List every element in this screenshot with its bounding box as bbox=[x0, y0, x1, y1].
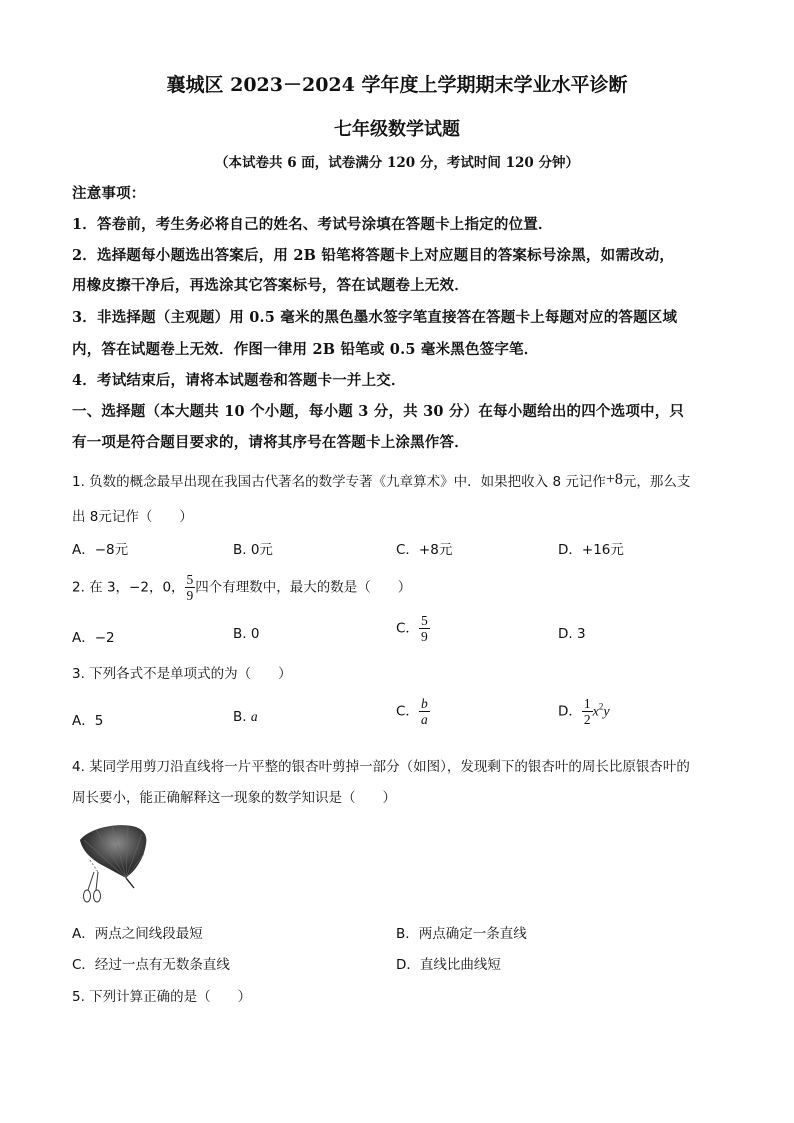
question-5-stem: 5. 下列计算正确的是（ ） bbox=[72, 989, 252, 1005]
exam-info: （本试卷共 6 面，试卷满分 120 分，考试时间 120 分钟） bbox=[215, 155, 579, 171]
question-2-option-d[interactable]: D. 3 bbox=[558, 626, 586, 642]
exam-title: 襄城区 2023－2024 学年度上学期期末学业水平诊断 bbox=[166, 74, 628, 96]
question-4-option-a[interactable]: A．两点之间线段最短 bbox=[72, 926, 203, 942]
question-3-option-a[interactable]: A．5 bbox=[72, 713, 104, 729]
question-2-option-c-fraction: $\frac{5}{9}$ bbox=[420, 613, 428, 644]
question-4-option-c[interactable]: C．经过一点有无数条直线 bbox=[72, 957, 230, 973]
question-2-text-a: 2. 在 3，−2，0， bbox=[72, 579, 185, 596]
question-1-option-c[interactable]: C．+8元 bbox=[396, 542, 453, 558]
ginkgo-leaf-figure bbox=[70, 820, 152, 908]
question-3-option-c[interactable]: C． $\frac{b}{a}$ bbox=[396, 696, 428, 727]
notes-heading: 注意事项： bbox=[72, 185, 146, 202]
question-4-option-d[interactable]: D．直线比曲线短 bbox=[396, 957, 501, 973]
question-3-option-d-fraction: $\frac{1}{2}$ bbox=[583, 696, 591, 727]
question-4-line-2: 周长要小，能正确解释这一现象的数学知识是（ ） bbox=[72, 790, 396, 806]
note-line-1: 1．答卷前，考生务必将自己的姓名、考试号涂填在答题卡上指定的位置． bbox=[72, 216, 553, 233]
section-1-line-2: 有一项是符合题目要求的，请将其序号在答题卡上涂黑作答． bbox=[72, 434, 469, 451]
question-2-stem bbox=[72, 572, 411, 603]
question-3-stem: 3. 下列各式不是单项式的为（ ） bbox=[72, 666, 292, 682]
note-line-3a: 3．非选择题（主观题）用 0.5 毫米的黑色墨水签字笔直接答在答题卡上每题对应的答题区域 bbox=[72, 309, 678, 326]
question-4-option-b[interactable]: B．两点确定一条直线 bbox=[396, 926, 527, 942]
question-4-line-1: 4. 某同学用剪刀沿直线将一片平整的银杏叶剪掉一部分（如图），发现剩下的银杏叶的周长比原银杏叶的 bbox=[72, 759, 690, 775]
note-line-2a: 2．选择题每小题选出答案后，用 2B 铅笔将答题卡上对应题目的答案标号涂黑，如需改动， bbox=[72, 247, 675, 264]
question-1-text-b: 元，那么支 bbox=[622, 474, 691, 490]
question-2-option-c[interactable]: C． $\frac{5}{9}$ bbox=[396, 613, 428, 644]
note-line-4: 4．考试结束后，请将本试题卷和答题卡一并上交． bbox=[72, 372, 406, 389]
note-line-3b: 内，答在试题卷上无效．作图一律用 2B 铅笔或 0.5 毫米黑色签字笔． bbox=[72, 341, 539, 358]
question-1-line-1 bbox=[72, 470, 690, 490]
question-1-line-2: 出 8元记作（ ） bbox=[72, 509, 193, 525]
question-1-plus-eight: +8 bbox=[605, 471, 623, 488]
question-2-option-b[interactable]: B. 0 bbox=[233, 626, 260, 642]
question-2-text-b: 四个有理数中，最大的数是（ ） bbox=[195, 579, 412, 596]
ginkgo-leaf-with-scissors-icon bbox=[70, 820, 152, 908]
question-3-option-b[interactable]: B. a bbox=[233, 709, 258, 725]
question-3-option-d[interactable]: D． $\frac{1}{2}$ $x^2y$ bbox=[558, 696, 610, 727]
question-2-fraction: $\frac{5}{9}$ bbox=[186, 572, 194, 603]
question-2-option-a[interactable]: A．−2 bbox=[72, 630, 115, 646]
question-1-option-d[interactable]: D．+16元 bbox=[558, 542, 624, 558]
question-1-text-a: 1. 负数的概念最早出现在我国古代著名的数学专著《九章算术》中．如果把收入 8 元记作 bbox=[72, 474, 606, 490]
exam-subtitle: 七年级数学试题 bbox=[334, 119, 460, 140]
question-1-option-b[interactable]: B. 0元 bbox=[233, 542, 273, 558]
question-3-option-c-fraction: $\frac{b}{a}$ bbox=[420, 696, 428, 727]
question-1-option-a[interactable]: A．−8元 bbox=[72, 542, 129, 558]
note-line-2b: 用橡皮擦干净后，再选涂其它答案标号，答在试题卷上无效． bbox=[72, 277, 469, 294]
section-1-line-1: 一、选择题（本大题共 10 个小题，每小题 3 分，共 30 分）在每小题给出的四个选项中，只 bbox=[72, 403, 685, 420]
